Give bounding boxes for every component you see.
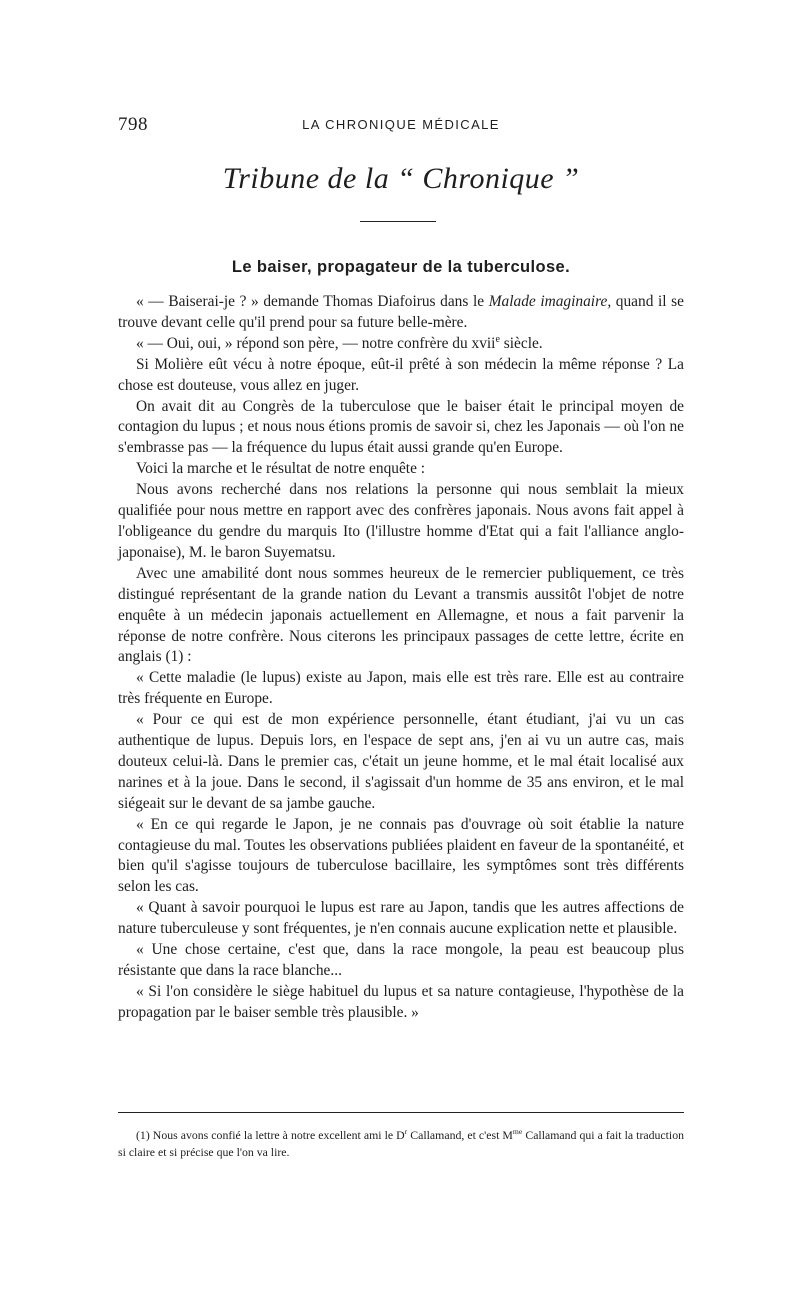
paragraph: « — Baiserai-je ? » demande Thomas Diafoirus dans le Malade imaginaire, quand il se trouve devant celle qu'il prend pour sa future belle-mère. <box>118 293 684 331</box>
paragraph: « En ce qui regarde le Japon, je ne connais pas d'ouvrage où soit établie la nature contagieuse du mal. Toutes les observations publiées plaident en faveur de la spontanéité, et bien qu'il s'agisse toujours de tuberculose bacillaire, les symptômes sont très différents selon les cas. <box>118 815 684 896</box>
paragraph: « Quant à savoir pourquoi le lupus est rare au Japon, tandis que les autres affections de nature tuberculeuse y sont fréquentes, je n'en connais aucune explication nette et plausible. <box>118 899 684 938</box>
footnote-rule <box>118 1112 684 1113</box>
paragraph: « Une chose certaine, c'est que, dans la race mongole, la peau est beaucoup plus résistante que dans la race blanche... <box>118 941 684 979</box>
title-rule <box>360 221 436 222</box>
paragraph: Nous avons recherché dans nos relations la personne qui nous semblait la mieux qualifiée pour nous mettre en rapport avec des confrères japonais. Nous avons fait appel à l'obligeance du gendre du marquis Ito (l'illustre homme d'Etat qui a fait l'alliance anglo-japonaise), M. le baron Suyematsu. <box>118 481 684 561</box>
section-title: Tribune de la “ Chronique ” <box>222 162 580 195</box>
page-number: 798 <box>118 114 148 135</box>
paragraph: Avec une amabilité dont nous sommes heureux de le remercier publiquement, ce très distingué représentant de la grande nation du Levant a transmis aussitôt l'objet de notre enquête à un médecin japonais actuellement en Allemagne, et nous a fait parvenir la réponse de notre confrère. Nous citerons les principaux passages de cette lettre, écrite en anglais (1) : <box>118 564 684 666</box>
paragraph: Si Molière eût vécu à notre époque, eût-il prêté à son médecin la même réponse ? La chose est douteuse, vous allez en juger. <box>118 355 684 394</box>
running-head: LA CHRONIQUE MÉDICALE <box>302 117 500 132</box>
article-title: Le baiser, propagateur de la tuberculose. <box>231 258 571 276</box>
paragraph: Voici la marche et le résultat de notre enquête : <box>136 460 426 478</box>
paragraph: « Pour ce qui est de mon expérience personnelle, étant étudiant, j'ai vu un cas authentique de lupus. Depuis lors, en l'espace de sept ans, j'en ai vu un autre cas, mais douteux celui-là. Dans le premier cas, c'était un jeune homme, et le mal était localisé aux narines et à la joue. Dans le second, il s'agissait d'un homme de 35 ans environ, et le mal siégeait sur le devant de sa jambe gauche. <box>118 711 684 812</box>
page-header <box>118 114 684 138</box>
paragraph: « — Oui, oui, » répond son père, — notre confrère du xvii$^e$ siècle. <box>136 333 543 352</box>
footnote: (1) Nous avons confié la lettre à notre excellent ami le $D^r$ Callamand, et c'est $M^{me}$ Callamand qui a fait la traduction si claire et si précise que l'on va lire. <box>118 1127 685 1159</box>
paragraph: On avait dit au Congrès de la tuberculose que le baiser était le principal moyen de contagion du lupus ; et nous nous étions promis de savoir si, chez les Japonais — où l'on ne s'embrasse pas — la fréquence du lupus était aussi grande qu'en Europe. <box>118 397 684 457</box>
paragraph: « Cette maladie (le lupus) existe au Japon, mais elle est très rare. Elle est au contraire très fréquente en Europe. <box>118 669 684 708</box>
article-body <box>118 292 684 1024</box>
paragraph: « Si l'on considère le siège habituel du lupus et sa nature contagieuse, l'hypothèse de la propagation par le baiser semble très plausible. » <box>118 982 684 1021</box>
